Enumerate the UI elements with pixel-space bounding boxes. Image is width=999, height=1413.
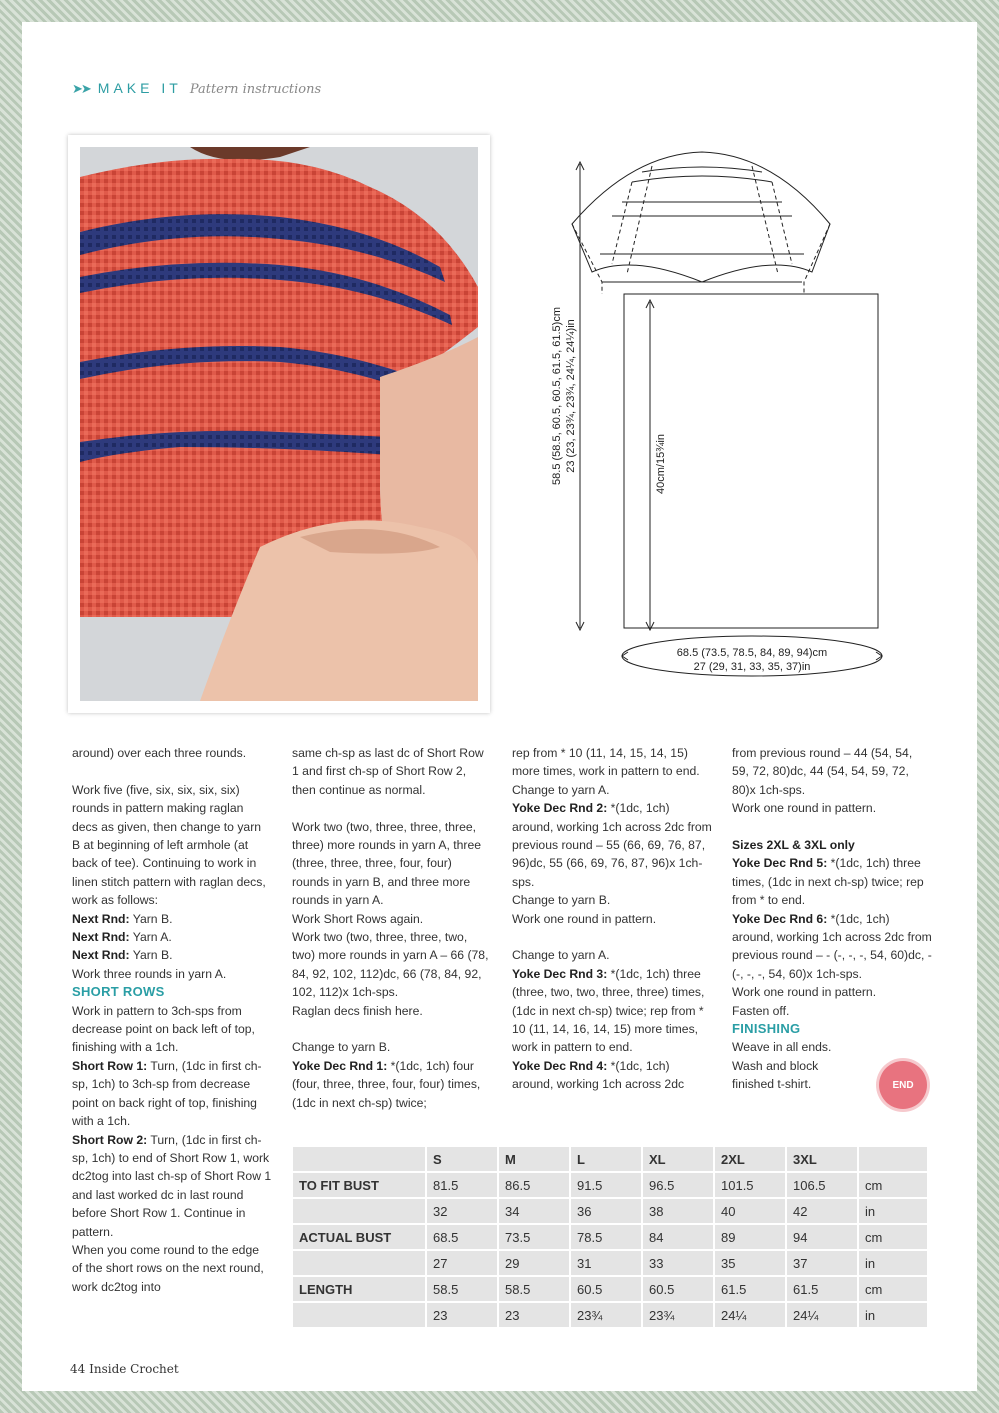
table-cell: M <box>499 1147 571 1171</box>
text-column-3 <box>512 744 712 1094</box>
svg-text:68.5 (73.5, 78.5, 84, 89, 94)c <box>677 647 827 659</box>
table-cell: 31 <box>571 1251 643 1275</box>
schematic-bust-cm: 68.5 (73.5, 78.5, 84, 89, 94)cm <box>676 647 828 659</box>
text-column-4 <box>732 744 932 1094</box>
table-cell: 23¾ <box>643 1303 715 1327</box>
instruction: Yoke Dec Rnd 3: *(1dc, 1ch) three (three, two, two, three, three) times, (1dc in next ch-sp) twice; rep from * 10 (11, 14, 16, 14, 15) more times, work in pattern to end. <box>512 966 705 1055</box>
table-cell: 68.5 <box>427 1225 499 1249</box>
paragraph: Weave in all ends. <box>732 1040 832 1055</box>
table-cell: 36 <box>571 1199 643 1223</box>
arrow-icon: ➤➤ <box>72 82 90 97</box>
section-header <box>72 80 321 97</box>
garment-schematic <box>512 134 892 694</box>
paragraph: Work five (five, six, six, six, six) rounds in pattern making raglan decs as given, then change to yarn B at beginning of left armhole (at back of tee). Continuing to work in linen stitch pattern with raglan decs, work as follows: <box>72 782 266 908</box>
table-cell: 37 <box>787 1251 859 1275</box>
paragraph: Change to yarn B. <box>512 893 611 908</box>
table-cell: 35 <box>715 1251 787 1275</box>
table-cell: 101.5 <box>715 1173 787 1197</box>
table-cell: 23 <box>427 1303 499 1327</box>
instruction: Yoke Dec Rnd 6: *(1dc, 1ch) around, working 1ch across 2dc from previous round – - (-, -, -, 54, 60)dc, - (-, -, -, 54, 60)x 1ch-sps. <box>732 911 932 981</box>
table-cell: 60.5 <box>571 1277 643 1301</box>
paragraph: Wash and block finished t-shirt. <box>732 1058 819 1092</box>
finishing-heading: FINISHING <box>732 1021 801 1037</box>
table-cell: 60.5 <box>643 1277 715 1301</box>
table-row <box>293 1277 929 1301</box>
table-cell: 23¾ <box>571 1303 643 1327</box>
paragraph: from previous round – 44 (54, 54, 59, 72, 80)dc, 44 (54, 54, 59, 72, 80)x 1ch-sps. <box>732 746 913 797</box>
table-cell: TO FIT BUST <box>293 1173 427 1197</box>
table-cell: 40 <box>715 1199 787 1223</box>
table-cell: 89 <box>715 1225 787 1249</box>
section-subtitle: Pattern instructions <box>189 82 322 97</box>
size-table <box>293 1145 929 1329</box>
table-cell: 29 <box>499 1251 571 1275</box>
paragraph: Raglan decs finish here. <box>292 1003 423 1018</box>
paragraph: Work Short Rows again. <box>292 911 424 926</box>
table-cell: cm <box>859 1173 929 1197</box>
instruction: Yoke Dec Rnd 5: *(1dc, 1ch) three times, (1dc in next ch-sp) twice; rep from * to end. <box>732 856 924 908</box>
instruction: Yoke Dec Rnd 4: *(1dc, 1ch) around, working 1ch across 2dc <box>512 1058 685 1092</box>
table-cell <box>293 1303 427 1327</box>
table-cell: 34 <box>499 1199 571 1223</box>
table-cell <box>293 1251 427 1275</box>
table-cell: 106.5 <box>787 1173 859 1197</box>
paragraph: Work two (two, three, three, three, three) more rounds in yarn A, three (three, three, three, four, four) rounds in yarn B, and three more rounds in yarn A. <box>292 819 482 908</box>
short-rows-heading: SHORT ROWS <box>72 984 165 1000</box>
schematic-bust-in: 27 (29, 31, 33, 35, 37)in <box>693 661 811 673</box>
photo-frame <box>68 135 490 713</box>
sizes-heading: Sizes 2XL & 3XL only <box>732 838 855 853</box>
paragraph: Fasten off. <box>732 1003 790 1018</box>
table-cell: 86.5 <box>499 1173 571 1197</box>
svg-text:58.5 (58.5, 60.5, 60.5, 61.5, <box>551 307 563 485</box>
table-cell <box>859 1147 929 1171</box>
table-row <box>293 1199 929 1223</box>
paragraph: same ch-sp as last dc of Short Row 1 and first ch-sp of Short Row 2, then continue as normal. <box>292 746 484 797</box>
table-cell: in <box>859 1251 929 1275</box>
table-cell: 94 <box>787 1225 859 1249</box>
page <box>22 22 977 1391</box>
table-cell: 61.5 <box>787 1277 859 1301</box>
table-cell: S <box>427 1147 499 1171</box>
schematic-body-length: 40cm/15¾in <box>655 434 667 494</box>
table-cell: 24¼ <box>787 1303 859 1327</box>
instruction: Yoke Dec Rnd 2: *(1dc, 1ch) around, working 1ch across 2dc from previous round – 55 (66, 69, 76, 87, 96)dc, 55 (66, 69, 76, 87, 96)x 1ch-sps. <box>512 801 712 889</box>
instruction: Yoke Dec Rnd 1: *(1dc, 1ch) four (four, three, three, four, four) times, (1dc in next ch-sp) twice; <box>292 1058 481 1110</box>
svg-text:40cm/15¾in <box>655 434 667 494</box>
paragraph: Work three rounds in yarn A. <box>72 966 227 981</box>
instruction: Short Row 1: Turn, (1dc in first ch-sp, 1ch) to 3ch-sp from decrease point on back right of top, finishing with a 1ch. <box>72 1058 262 1129</box>
paragraph: rep from * 10 (11, 14, 15, 14, 15) more times, work in pattern to end. Change to yarn A. <box>512 746 700 797</box>
table-cell: 3XL <box>787 1147 859 1171</box>
table-row <box>293 1251 929 1275</box>
table-cell: 73.5 <box>499 1225 571 1249</box>
table-row <box>293 1173 929 1197</box>
page-number: 44 <box>70 1362 86 1376</box>
table-cell: 91.5 <box>571 1173 643 1197</box>
section-title: MAKE IT <box>97 80 182 96</box>
instruction: Next Rnd: Yarn A. <box>72 930 172 945</box>
table-cell: 81.5 <box>427 1173 499 1197</box>
text-column-1 <box>72 744 272 1296</box>
table-row <box>293 1303 929 1327</box>
paragraph: Work one round in pattern. <box>732 801 877 816</box>
table-cell <box>293 1199 427 1223</box>
paragraph: Work one round in pattern. <box>732 985 877 1000</box>
svg-text:23 (23, 23¾, 23¾, 24¼, 24¼)in <box>565 319 577 473</box>
table-cell: L <box>571 1147 643 1171</box>
paragraph: Work in pattern to 3ch-sps from decrease point on back left of top, finishing with a 1ch. <box>72 1003 255 1055</box>
table-cell: cm <box>859 1277 929 1301</box>
table-cell: 27 <box>427 1251 499 1275</box>
table-header-row <box>293 1147 929 1171</box>
table-cell: cm <box>859 1225 929 1249</box>
end-badge: END <box>879 1061 927 1109</box>
paragraph: Change to yarn B. <box>292 1040 391 1055</box>
instruction: Short Row 2: Turn, (1dc in first ch-sp, 1ch) to end of Short Row 1, work dc2tog into last ch-sp of Short Row 1 and last worked dc in last round before Short Row 1. Continue in pattern. <box>72 1132 272 1239</box>
table-cell: 33 <box>643 1251 715 1275</box>
table-cell: 96.5 <box>643 1173 715 1197</box>
paragraph: around) over each three rounds. <box>72 746 247 760</box>
table-cell: 84 <box>643 1225 715 1249</box>
table-cell: 42 <box>787 1199 859 1223</box>
table-cell: ACTUAL BUST <box>293 1225 427 1249</box>
table-row <box>293 1225 929 1249</box>
table-cell: 38 <box>643 1199 715 1223</box>
paragraph: When you come round to the edge of the short rows on the next round, work dc2tog into <box>72 1242 264 1294</box>
svg-text:27 (29, 31, 33, 35, 37)in <box>694 661 811 673</box>
table-cell: LENGTH <box>293 1277 427 1301</box>
magazine-name: Inside Crochet <box>89 1362 179 1376</box>
table-cell: 61.5 <box>715 1277 787 1301</box>
sweater-photo <box>80 147 478 701</box>
instruction: Next Rnd: Yarn B. <box>72 948 173 963</box>
table-cell <box>293 1147 427 1171</box>
table-cell: 2XL <box>715 1147 787 1171</box>
table-cell: 23 <box>499 1303 571 1327</box>
schematic-length-cm: 58.5 (58.5, 60.5, 60.5, 61.5, 61.5)cm <box>551 307 563 485</box>
table-cell: in <box>859 1199 929 1223</box>
schematic-length-in: 23 (23, 23¾, 23¾, 24¼, 24¼)in <box>565 319 577 473</box>
page-footer <box>70 1362 179 1376</box>
paragraph: Change to yarn A. <box>512 948 610 963</box>
table-cell: in <box>859 1303 929 1327</box>
table-cell: 78.5 <box>571 1225 643 1249</box>
table-cell: 32 <box>427 1199 499 1223</box>
table-cell: 24¼ <box>715 1303 787 1327</box>
table-cell: 58.5 <box>499 1277 571 1301</box>
text-column-2 <box>292 744 492 1112</box>
table-cell: XL <box>643 1147 715 1171</box>
table-cell: 58.5 <box>427 1277 499 1301</box>
paragraph: Work one round in pattern. <box>512 911 657 926</box>
paragraph: Work two (two, three, three, two, two) more rounds in yarn A – 66 (78, 84, 92, 102, 112)dc, 66 (78, 84, 92, 102, 112)x 1ch-sps. <box>292 930 489 1000</box>
instruction: Next Rnd: Yarn B. <box>72 911 173 926</box>
